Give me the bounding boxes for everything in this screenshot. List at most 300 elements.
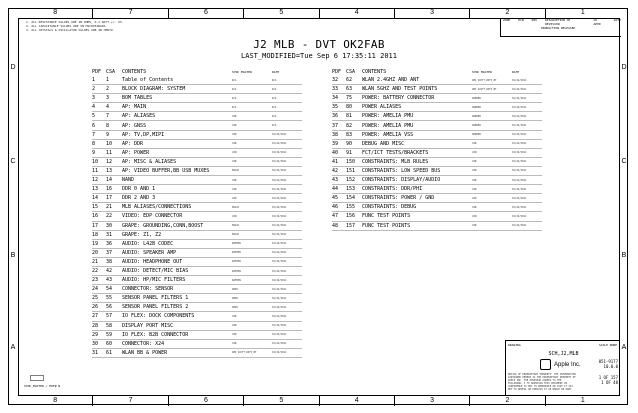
csa-number: 17 bbox=[106, 195, 113, 202]
csa-number: 13 bbox=[106, 167, 113, 174]
title-block-numbers bbox=[578, 359, 618, 385]
toc-row bbox=[92, 194, 302, 203]
pdf-number: 1 bbox=[92, 77, 96, 84]
csa-number: 31 bbox=[106, 231, 113, 238]
toc-row bbox=[332, 140, 542, 149]
pdf-number: 18 bbox=[92, 231, 99, 238]
header-sync-master: SYNC MASTER bbox=[232, 70, 252, 74]
sync-master: MAGIC bbox=[232, 233, 240, 237]
page-date: 01/22/2011 bbox=[272, 224, 287, 228]
csa-number: 54 bbox=[106, 286, 113, 293]
toc-row bbox=[92, 131, 302, 140]
page-date: 01/22/2011 bbox=[272, 242, 287, 246]
toc-row bbox=[332, 194, 542, 203]
page-date: 01/22/2011 bbox=[272, 296, 287, 300]
pdf-number: 9 bbox=[92, 149, 96, 156]
page-contents: POWER ALIASES bbox=[362, 104, 402, 111]
page-contents: CONSTRAINTS: DISPLAY/AUDIO bbox=[362, 177, 441, 184]
sync-master: MAGIC bbox=[232, 224, 240, 228]
pdf-number: 8 bbox=[92, 140, 96, 147]
page-contents: VIDEO: EDP CONNECTOR bbox=[122, 213, 183, 220]
csa-number: 57 bbox=[106, 313, 113, 320]
sync-master: JON bbox=[232, 333, 237, 337]
page-date: 01/22/2011 bbox=[272, 351, 287, 355]
csa-number: 83 bbox=[346, 131, 353, 138]
csa-number: 82 bbox=[346, 122, 353, 129]
toc-row bbox=[332, 131, 542, 140]
revision-description: PRODUCTION RELEASED bbox=[541, 26, 576, 30]
sync-master: JON bbox=[472, 151, 477, 155]
toc-row bbox=[92, 167, 302, 176]
sync-master: ANDREW bbox=[472, 124, 481, 128]
sync-master: N/A bbox=[232, 87, 237, 91]
page-date: 01/22/2011 bbox=[272, 324, 287, 328]
csa-number: 81 bbox=[346, 113, 353, 120]
csa-number: 152 bbox=[346, 177, 356, 184]
sync-master: JON bbox=[472, 169, 477, 173]
pdf-number: 17 bbox=[92, 222, 99, 229]
proprietary-notice: NOTICE OF PROPRIETARY PROPERTY: THE INFORMATION CONTAINED HEREIN IS THE PROPRIETARY PROPERTY OF APPLE INC. THE POSESSOR AGREES TO THE FOLLOWING: I TO MAINTAIN THIS DOCUMENT IN CONFIDENCE II NOT TO REPRODUCE OR COPY IT III NOT TO REVEAL OR PUBLISH IT IN WHOLE OR PART bbox=[508, 373, 576, 391]
drawing-number: 051-9177 bbox=[598, 359, 618, 364]
csa-number: 59 bbox=[106, 331, 113, 338]
page-contents: CONSTRAINTS: LOW SPEED BUS bbox=[362, 167, 441, 174]
page-date: N/A bbox=[272, 124, 277, 128]
page-contents: AP: ALIASES bbox=[122, 113, 156, 120]
header-date: DATE bbox=[512, 70, 520, 74]
toc-row bbox=[332, 167, 542, 176]
toc-row bbox=[92, 103, 302, 112]
page-date: 01/22/2011 bbox=[512, 78, 527, 82]
toc-row bbox=[92, 231, 302, 240]
sync-master: ANDREW bbox=[472, 105, 481, 109]
header-date: DATE bbox=[272, 70, 280, 74]
toc-row bbox=[92, 331, 302, 340]
page-contents: AP: GNSS bbox=[122, 122, 147, 129]
csa-number: 63 bbox=[346, 86, 353, 93]
page-contents: BLOCK DIAGRAM: SYSTEM bbox=[122, 86, 186, 93]
row-marker-right: D bbox=[621, 64, 627, 71]
sync-master: JON bbox=[232, 142, 237, 146]
stamp-icon bbox=[30, 375, 44, 381]
pdf-number: 46 bbox=[332, 204, 339, 211]
page-contents: IO FLEX: B2B CONNECTOR bbox=[122, 331, 189, 338]
pdf-number: 48 bbox=[332, 222, 339, 229]
csa-number: 60 bbox=[106, 340, 113, 347]
page-date: 01/22/2011 bbox=[272, 214, 287, 218]
pdf-number: 28 bbox=[92, 322, 99, 329]
toc-row bbox=[332, 149, 542, 158]
page-title: J2 MLB - DVT OK2FAB bbox=[253, 38, 385, 51]
page-date: 01/22/2011 bbox=[512, 151, 527, 155]
csa-number: 154 bbox=[346, 195, 356, 202]
csa-number: 91 bbox=[346, 149, 353, 156]
apple-logo-icon bbox=[540, 359, 551, 370]
sync-master: JON bbox=[232, 178, 237, 182]
toc-row bbox=[92, 121, 302, 130]
sync-master: N/A bbox=[232, 78, 237, 82]
page-contents: POWER: AMELIA VSS bbox=[362, 131, 414, 138]
page-date: 01/22/2011 bbox=[272, 205, 287, 209]
toc-row bbox=[92, 76, 302, 85]
toc-row bbox=[332, 203, 542, 212]
page-date: 01/22/2011 bbox=[272, 305, 287, 309]
toc-row bbox=[332, 112, 542, 121]
page-contents: Table of Contents bbox=[122, 77, 174, 84]
page-date: 01/22/2011 bbox=[272, 178, 287, 182]
header-sync-master: SYNC MASTER bbox=[472, 70, 492, 74]
csa-number: 8 bbox=[106, 122, 110, 129]
column-marker: 5 bbox=[243, 396, 318, 406]
csa-number: 36 bbox=[106, 240, 113, 247]
page-contents: CONSTRAINTS: DEBUG bbox=[362, 204, 417, 211]
page-contents: POWER: BATTERY CONNECTOR bbox=[362, 95, 435, 102]
page-contents: WLAN BB & POWER bbox=[122, 349, 168, 356]
revision-number: 10.0.0 bbox=[603, 364, 618, 369]
header-contents: CONTENTS bbox=[362, 69, 387, 75]
rev-header: DESCRIPTION OF REVISION bbox=[545, 18, 571, 26]
page-contents: WLAN 5GHZ AND TEST POINTS bbox=[362, 86, 438, 93]
toc-row bbox=[92, 185, 302, 194]
page-date: 01/22/2011 bbox=[512, 224, 527, 228]
pdf-number: 16 bbox=[92, 213, 99, 220]
page-contents: DISPLAY PORT MISC bbox=[122, 322, 174, 329]
toc-row bbox=[92, 349, 302, 358]
page-contents: AP: POWER bbox=[122, 149, 150, 156]
page-contents: DDR 0 AND 1 bbox=[122, 186, 156, 193]
general-notes bbox=[26, 20, 124, 33]
toc-row bbox=[92, 340, 302, 349]
row-marker-left: A bbox=[10, 344, 16, 351]
column-marker: 4 bbox=[319, 8, 394, 18]
note-line: 1. ALL RESISTANCE VALUES ARE IN OHMS, 0.1 WATT +/- 5%. bbox=[26, 20, 124, 24]
page-contents: SENSOR PANEL FILTERS 2 bbox=[122, 304, 189, 311]
page-date: 01/22/2011 bbox=[512, 105, 527, 109]
csa-number: 2 bbox=[106, 86, 110, 93]
page-date: 01/22/2011 bbox=[272, 142, 287, 146]
page-contents: AUDIO: SPEAKER AMP bbox=[122, 249, 177, 256]
pdf-number: 15 bbox=[92, 204, 99, 211]
toc-row bbox=[92, 85, 302, 94]
page-contents: DDR 2 AND 3 bbox=[122, 195, 156, 202]
last-modified: LAST_MODIFIED=Tue Sep 6 17:35:11 2011 bbox=[241, 52, 397, 60]
row-marker-left: C bbox=[10, 158, 16, 165]
pdf-number: 27 bbox=[92, 313, 99, 320]
sync-master: JON bbox=[232, 342, 237, 346]
toc-row bbox=[332, 185, 542, 194]
column-marker: 5 bbox=[243, 8, 318, 18]
page-contents: CONNECTOR: SENSOR bbox=[122, 286, 174, 293]
page-date: 01/22/2011 bbox=[512, 178, 527, 182]
csa-number: 21 bbox=[106, 204, 113, 211]
page-contents: IO FLEX: DOCK COMPONENTS bbox=[122, 313, 195, 320]
page-contents: MLB ALIASES/CONNECTIONS bbox=[122, 204, 192, 211]
pdf-number: 31 bbox=[92, 349, 99, 356]
csa-number: 22 bbox=[106, 213, 113, 220]
page-contents: NAND bbox=[122, 177, 135, 184]
title-block bbox=[505, 340, 620, 396]
sync-master: JON bbox=[232, 187, 237, 191]
csa-number: 12 bbox=[106, 158, 113, 165]
page-contents: DEBUG AND MISC bbox=[362, 140, 405, 147]
pdf-number: 44 bbox=[332, 186, 339, 193]
pdf-number: 45 bbox=[332, 195, 339, 202]
page-contents: AP: VIDEO BUFFER,BB USB MUXES bbox=[122, 167, 210, 174]
csa-number: 151 bbox=[346, 167, 356, 174]
page-date: 01/22/2011 bbox=[512, 114, 527, 118]
page-date: 01/22/2011 bbox=[512, 187, 527, 191]
page-contents: FUNC TEST POINTS bbox=[362, 213, 411, 220]
toc-row bbox=[332, 85, 542, 94]
toc-row bbox=[332, 222, 542, 231]
csa-number: 37 bbox=[106, 249, 113, 256]
page-date: 01/22/2011 bbox=[272, 333, 287, 337]
sync-master: JON bbox=[232, 314, 237, 318]
page-contents: AUDIO: DETECT/MIC BIAS bbox=[122, 268, 189, 275]
toc-row bbox=[92, 322, 302, 331]
page-date: 01/22/2011 bbox=[272, 133, 287, 137]
pdf-number: 2 bbox=[92, 86, 96, 93]
pdf-number: 39 bbox=[332, 140, 339, 147]
csa-number: 156 bbox=[346, 213, 356, 220]
pdf-number: 41 bbox=[332, 158, 339, 165]
rev-header: REV bbox=[531, 18, 538, 22]
sync-master: ANDREW bbox=[472, 96, 481, 100]
page-date: 01/22/2011 bbox=[272, 269, 287, 273]
csa-number: 10 bbox=[106, 140, 113, 147]
toc-row bbox=[92, 158, 302, 167]
column-marker: 6 bbox=[168, 396, 243, 406]
csa-number: 155 bbox=[346, 204, 356, 211]
page-contents: AP: DDR bbox=[122, 140, 144, 147]
sync-master: JON bbox=[472, 196, 477, 200]
csa-number: 56 bbox=[106, 304, 113, 311]
toc-row bbox=[92, 294, 302, 303]
column-marker: 1 bbox=[545, 8, 620, 18]
toc-row bbox=[92, 222, 302, 231]
toc-row bbox=[332, 121, 542, 130]
sync-master: ANDREW bbox=[472, 114, 481, 118]
sync-master: RAMTON bbox=[232, 278, 241, 282]
column-markers-top bbox=[18, 8, 620, 18]
csa-number: 1 bbox=[106, 77, 110, 84]
row-marker-left: D bbox=[10, 64, 16, 71]
pdf-number: 32 bbox=[332, 77, 339, 84]
page-contents: AUDIO: L42B CODEC bbox=[122, 240, 174, 247]
header-csa: CSA bbox=[346, 69, 356, 75]
page-contents: AUDIO: HP/MIC FILTERS bbox=[122, 277, 186, 284]
sync-master: AMI_SCOTT_WIFI_BT bbox=[232, 351, 257, 355]
page-contents: CONSTRAINTS: MLB RULES bbox=[362, 158, 429, 165]
pdf-number: 35 bbox=[332, 104, 339, 111]
page-number: 1 OF 48 bbox=[601, 380, 618, 385]
toc-row bbox=[332, 212, 542, 221]
toc-row bbox=[92, 276, 302, 285]
pdf-number: 7 bbox=[92, 131, 96, 138]
pdf-number: 38 bbox=[332, 131, 339, 138]
csa-number: 90 bbox=[346, 140, 353, 147]
sync-master: AMIR bbox=[232, 296, 238, 300]
toc-row bbox=[92, 240, 302, 249]
page-date: 01/22/2011 bbox=[272, 287, 287, 291]
page-date: 01/22/2011 bbox=[512, 87, 527, 91]
row-marker-left: B bbox=[10, 252, 16, 259]
page-contents: GRAPE: GROUNDING,CONN,BOOST bbox=[122, 222, 204, 229]
csa-number: 61 bbox=[106, 349, 113, 356]
company-name: Apple Inc. bbox=[554, 362, 581, 368]
csa-number: 14 bbox=[106, 177, 113, 184]
toc-row bbox=[92, 285, 302, 294]
sync-master: N/A bbox=[232, 105, 237, 109]
revision-headers bbox=[501, 18, 621, 26]
csa-number: 75 bbox=[346, 95, 353, 102]
page-contents: AP: MAIN bbox=[122, 104, 147, 111]
csa-number: 58 bbox=[106, 322, 113, 329]
page-contents: AUDIO: HEADPHONE OUT bbox=[122, 258, 183, 265]
csa-number: 30 bbox=[106, 222, 113, 229]
csa-number: 157 bbox=[346, 222, 356, 229]
csa-number: 42 bbox=[106, 268, 113, 275]
rev-header: ECN bbox=[518, 18, 524, 22]
pdf-number: 22 bbox=[92, 268, 99, 275]
sync-master: AMI_SCOTT_WIFI_BT bbox=[472, 78, 497, 82]
page-contents: CONSTRAINTS: DDR/PHI bbox=[362, 186, 423, 193]
pdf-number: 33 bbox=[332, 86, 339, 93]
toc-row bbox=[92, 312, 302, 321]
pdf-number: 25 bbox=[92, 295, 99, 302]
toc-row bbox=[92, 203, 302, 212]
pdf-number: 47 bbox=[332, 213, 339, 220]
pdf-number: 13 bbox=[92, 186, 99, 193]
pdf-number: 11 bbox=[92, 167, 99, 174]
sync-master: RAMTON bbox=[232, 242, 241, 246]
toc-row bbox=[92, 176, 302, 185]
page-date: 01/22/2011 bbox=[272, 151, 287, 155]
sync-master: AMI_SCOTT_WIFI_BT bbox=[472, 87, 497, 91]
pdf-number: 23 bbox=[92, 277, 99, 284]
page-date: 01/22/2011 bbox=[512, 205, 527, 209]
sync-master: N/A bbox=[232, 96, 237, 100]
pdf-number: 42 bbox=[332, 167, 339, 174]
column-marker: 7 bbox=[92, 8, 167, 18]
note-line: 3. ALL CRYSTALS & OSCILLATOR VALUES ARE IN HERTZ. bbox=[26, 28, 115, 33]
page-date: N/A bbox=[272, 78, 277, 82]
sync-master: JON bbox=[472, 214, 477, 218]
sync-master: RAMTON bbox=[232, 251, 241, 255]
page-date: 01/22/2011 bbox=[512, 160, 527, 164]
toc-row bbox=[332, 176, 542, 185]
column-marker: 6 bbox=[168, 8, 243, 18]
page-date: 01/22/2011 bbox=[512, 124, 527, 128]
toc-row bbox=[92, 258, 302, 267]
header-pdf: PDF bbox=[332, 69, 342, 75]
page-contents: SENSOR PANEL FILTERS 1 bbox=[122, 295, 189, 302]
sync-master: JON bbox=[232, 196, 237, 200]
rev-header: ZONE bbox=[503, 18, 511, 22]
toc-row bbox=[92, 140, 302, 149]
sheet-number: 1 OF 157 bbox=[598, 375, 618, 380]
toc-row bbox=[92, 249, 302, 258]
page-date: 01/22/2011 bbox=[272, 342, 287, 346]
toc-row bbox=[92, 112, 302, 121]
toc-row bbox=[332, 103, 542, 112]
csa-number: 9 bbox=[106, 131, 110, 138]
pdf-number: 30 bbox=[92, 340, 99, 347]
toc-header bbox=[92, 68, 302, 76]
pdf-number: 10 bbox=[92, 158, 99, 165]
csa-number: 3 bbox=[106, 95, 110, 102]
page-date: 01/22/2011 bbox=[512, 196, 527, 200]
pdf-number: 3 bbox=[92, 95, 96, 102]
toc-row bbox=[332, 158, 542, 167]
pdf-number: 37 bbox=[332, 122, 339, 129]
csa-number: 80 bbox=[346, 104, 353, 111]
sync-master: ANDREW bbox=[472, 133, 481, 137]
sync-master: JON bbox=[232, 124, 237, 128]
page-date: 01/22/2011 bbox=[512, 133, 527, 137]
pdf-number: 36 bbox=[332, 113, 339, 120]
pdf-number: 19 bbox=[92, 240, 99, 247]
page-date: 01/22/2011 bbox=[272, 169, 287, 173]
page-date: 01/22/2011 bbox=[272, 251, 287, 255]
pdf-number: 6 bbox=[92, 122, 96, 129]
row-marker-right: C bbox=[621, 158, 627, 165]
sync-master: JON bbox=[232, 151, 237, 155]
pdf-number: 21 bbox=[92, 258, 99, 265]
bottom-left-mark bbox=[30, 375, 44, 382]
toc-row bbox=[92, 149, 302, 158]
column-marker: 4 bbox=[319, 396, 394, 406]
sync-master: AMIR bbox=[232, 305, 238, 309]
sync-master: JON bbox=[472, 142, 477, 146]
toc-row bbox=[92, 267, 302, 276]
page-contents: AP: TV,DP,MIPI bbox=[122, 131, 165, 138]
header-contents: CONTENTS bbox=[122, 69, 147, 75]
page-date: 01/22/2011 bbox=[272, 233, 287, 237]
pdf-number: 43 bbox=[332, 177, 339, 184]
row-marker-right: B bbox=[621, 252, 627, 259]
csa-number: 153 bbox=[346, 186, 356, 193]
pdf-number: 26 bbox=[92, 304, 99, 311]
toc-row bbox=[332, 94, 542, 103]
column-markers-bottom bbox=[18, 396, 620, 406]
csa-number: 150 bbox=[346, 158, 356, 165]
pdf-number: 20 bbox=[92, 249, 99, 256]
page-date: 01/22/2011 bbox=[272, 278, 287, 282]
page-contents: BOM TABLES bbox=[122, 95, 153, 102]
pdf-number: 29 bbox=[92, 331, 99, 338]
row-marker-right: A bbox=[621, 344, 627, 351]
sync-master: JON bbox=[232, 160, 237, 164]
page-contents: POWER: AMELIA PMU bbox=[362, 113, 414, 120]
column-marker: 8 bbox=[53, 9, 58, 16]
sync-master: MAGIC bbox=[232, 169, 240, 173]
page-date: 01/22/2011 bbox=[272, 187, 287, 191]
pdf-number: 5 bbox=[92, 113, 96, 120]
page-date: 01/22/2011 bbox=[512, 169, 527, 173]
pdf-number: 4 bbox=[92, 104, 96, 111]
pdf-number: 24 bbox=[92, 286, 99, 293]
toc-table-left bbox=[92, 68, 302, 358]
sync-master: RAMTON bbox=[232, 260, 241, 264]
sync-master: AMIR bbox=[232, 287, 238, 291]
page-date: N/A bbox=[272, 114, 277, 118]
sync-master: JON bbox=[232, 214, 237, 218]
page-date: 01/22/2011 bbox=[272, 314, 287, 318]
drawing-scale: SCALE NONE bbox=[598, 343, 617, 347]
page-date: N/A bbox=[272, 105, 277, 109]
page-date: N/A bbox=[272, 87, 277, 91]
column-marker: 2 bbox=[469, 396, 544, 406]
